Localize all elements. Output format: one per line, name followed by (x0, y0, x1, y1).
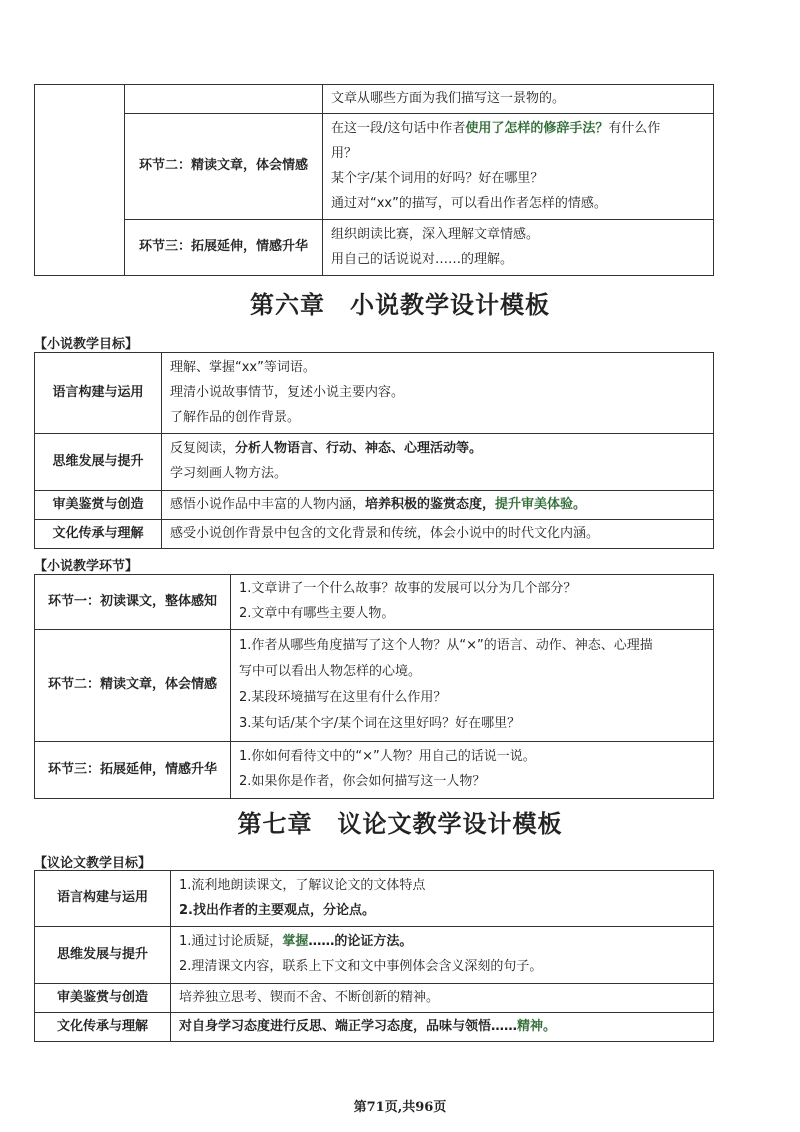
content-line (239, 602, 705, 627)
row-content (323, 114, 714, 220)
content-line (331, 192, 705, 217)
content-line (239, 686, 705, 712)
text-segment: 感悟小说作品中丰富的人物内涵， (170, 496, 366, 512)
step-content (231, 742, 714, 799)
table-row (35, 220, 714, 276)
table-row (35, 927, 714, 984)
section-heading: 【议论文教学目标】 (34, 856, 152, 871)
section-heading: 【小说教学环节】 (34, 559, 139, 574)
content-line (239, 577, 705, 602)
row-label: 环节二：精读文章，体会情感 (125, 114, 323, 220)
highlighted-text: 精神。 (517, 1018, 557, 1034)
highlighted-text: 使用了怎样的修辞手法？ (465, 120, 609, 136)
text-segment: 1.作者从哪些角度描写了这个人物？从“×”的语言、动作、神态、心理描 (239, 638, 653, 654)
table-row (35, 984, 714, 1013)
goal-label: 文化传承与理解 (35, 520, 162, 549)
step-label: 环节一：初读课文，整体感知 (35, 575, 231, 630)
content-line (331, 248, 705, 273)
argument-goals-table (34, 870, 714, 1042)
content-line (239, 770, 705, 795)
text-segment: 写中可以看出人物怎样的心境。 (239, 664, 422, 680)
text-segment: 2.文章中有哪些主要人物。 (239, 606, 395, 622)
content-line (179, 1015, 705, 1039)
section-heading: 【小说教学目标】 (34, 337, 139, 352)
goal-label: 文化传承与理解 (35, 1013, 171, 1042)
goal-content (162, 434, 714, 491)
text-segment: 2.如果你是作者，你会如何描写这一人物？ (239, 774, 486, 790)
text-segment: 理清小说故事情节，复述小说主要内容。 (170, 384, 405, 400)
text-segment: 文章从哪些方面为我们描写这一景物的。 (331, 90, 566, 106)
chapter-title: 第六章 小说教学设计模板 (250, 290, 550, 319)
content-line (170, 493, 705, 517)
table-row (35, 353, 714, 434)
step-label: 环节二：精读文章，体会情感 (35, 630, 231, 742)
text-segment: 了解作品的创作背景。 (170, 409, 301, 425)
goal-label: 语言构建与运用 (35, 353, 162, 434)
text-segment: 培养独立思考、锲而不舍、不断创新的精神。 (179, 989, 440, 1005)
content-line (170, 522, 705, 546)
content-line (331, 223, 705, 248)
step-content (231, 575, 714, 630)
text-segment: 某个字/某个词用的好吗？好在哪里？ (331, 170, 544, 186)
blank-cell (35, 85, 125, 276)
content-line (331, 142, 705, 167)
goal-label: 语言构建与运用 (35, 871, 171, 927)
row-label (125, 85, 323, 114)
table-row (35, 742, 714, 799)
content-line (179, 986, 705, 1010)
text-segment: 1.你如何看待文中的“×”人物？用自己的话说一说。 (239, 749, 536, 765)
table-row (35, 1013, 714, 1042)
bold-text: 培养积极的鉴赏态度， (365, 496, 496, 512)
goal-label: 思维发展与提升 (35, 927, 171, 984)
text-segment: 学习刻画人物方法。 (170, 466, 288, 482)
content-line (170, 381, 705, 406)
text-segment: 在这一段/这句话中作者 (331, 120, 466, 136)
content-line (239, 745, 705, 770)
text-segment: 1.通过讨论质疑， (179, 934, 283, 950)
step-content (231, 630, 714, 742)
top-steps-table (34, 84, 714, 276)
chapter-title: 第七章 议论文教学设计模板 (237, 809, 563, 838)
content-line (331, 117, 705, 142)
text-segment: 2.某段环境描写在这里有什么作用？ (239, 690, 447, 706)
goal-content (162, 491, 714, 520)
table-row (35, 114, 714, 220)
text-segment: 用？ (331, 145, 358, 161)
content-line (170, 356, 705, 381)
page-number: 第71页,共96页 (353, 1100, 447, 1115)
content-line (239, 660, 705, 686)
text-segment: 2.理清课文内容，联系上下文和文中事例体会含义深刻的句子。 (179, 959, 543, 975)
table-row (35, 434, 714, 491)
text-segment: 用自己的话说说对……的理解。 (331, 251, 514, 267)
content-line (239, 634, 705, 660)
goal-content (171, 1013, 714, 1042)
goal-content (171, 927, 714, 984)
content-line (179, 955, 705, 980)
row-content (323, 220, 714, 276)
content-line (331, 167, 705, 192)
table-row (35, 871, 714, 927)
text-segment: 3.某句话/某个字/某个词在这里好吗？好在哪里？ (239, 716, 521, 732)
text-segment: 反复阅读， (170, 441, 236, 457)
goal-label: 审美鉴赏与创造 (35, 491, 162, 520)
text-segment: 组织朗读比赛，深入理解文章情感。 (331, 226, 540, 242)
text-segment: 理解、掌握“xx”等词语。 (170, 359, 316, 375)
bold-text: ……的论证方法。 (308, 934, 413, 950)
table-row (35, 575, 714, 630)
text-segment: 感受小说创作背景中包含的文化背景和传统，体会小说中的时代文化内涵。 (170, 525, 600, 541)
content-line (179, 899, 705, 924)
bold-text: 分析人物语言、行动、神态、心理活动等。 (235, 441, 483, 457)
text-segment: 有什么作 (608, 120, 661, 136)
row-content (323, 85, 714, 114)
bold-text: 2.找出作者的主要观点，分论点。 (179, 902, 375, 918)
content-line (239, 712, 705, 738)
table-row (35, 491, 714, 520)
content-line (331, 87, 705, 111)
goal-content (162, 353, 714, 434)
novel-steps-table (34, 574, 714, 799)
content-line (170, 406, 705, 431)
goal-content (171, 984, 714, 1013)
text-segment: 通过对“xx”的描写，可以看出作者怎样的情感。 (331, 195, 607, 211)
highlighted-text: 提升审美体验。 (495, 496, 587, 512)
content-line (170, 437, 705, 462)
table-row (35, 630, 714, 742)
highlighted-text: 掌握 (282, 934, 309, 950)
goal-label: 思维发展与提升 (35, 434, 162, 491)
content-line (170, 462, 705, 487)
text-segment: 1.流利地朗读课文，了解议论文的文体特点 (179, 877, 426, 893)
table-row (35, 85, 714, 114)
goal-content (171, 871, 714, 927)
novel-goals-table (34, 352, 714, 549)
bold-text: 对自身学习态度进行反思、端正学习态度，品味与领悟…… (179, 1018, 518, 1034)
step-label: 环节三：拓展延伸，情感升华 (35, 742, 231, 799)
content-line (179, 874, 705, 899)
goal-label: 审美鉴赏与创造 (35, 984, 171, 1013)
goal-content (162, 520, 714, 549)
content-line (179, 930, 705, 955)
table-row (35, 520, 714, 549)
text-segment: 1.文章讲了一个什么故事？故事的发展可以分为几个部分？ (239, 581, 577, 597)
row-label: 环节三：拓展延伸，情感升华 (125, 220, 323, 276)
